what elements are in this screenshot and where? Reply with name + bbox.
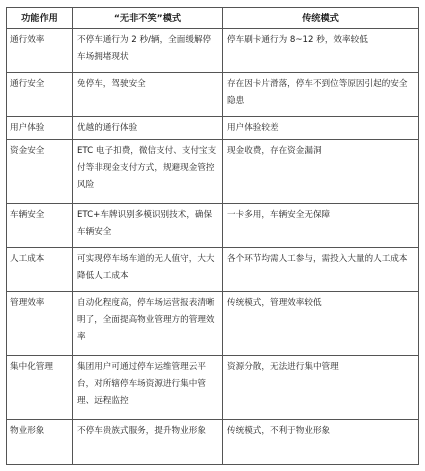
comparison-table (6, 7, 419, 465)
row-function-cell: 用户体验 (7, 116, 73, 139)
row-traditional-cell: 停车刷卡通行为 8~12 秒，效率较低 (223, 29, 419, 73)
row-traditional-cell: 用户体验较差 (223, 116, 419, 139)
table-row (7, 355, 419, 419)
header-new-mode: “无非不笑”模式 (73, 8, 223, 29)
row-function-cell: 物业形象 (7, 420, 73, 465)
header-function: 功能作用 (7, 8, 73, 29)
table-row (7, 291, 419, 355)
row-function-cell: 通行安全 (7, 72, 73, 116)
row-new-mode-cell: 免停车，驾驶安全 (73, 72, 223, 116)
row-traditional-cell: 存在因卡片滑落，停车不到位等原因引起的安全隐患 (223, 72, 419, 116)
row-function-cell: 资金安全 (7, 140, 73, 204)
row-new-mode-cell: 不停车贵族式服务，提升物业形象 (73, 420, 223, 465)
row-new-mode-cell: ETC 电子扣费，微信支付、支付宝支付等非现金支付方式，规避现金管控风险 (73, 140, 223, 204)
table-row (7, 247, 419, 291)
row-traditional-cell: 传统模式，不利于物业形象 (223, 420, 419, 465)
row-traditional-cell: 各个环节均需人工参与，需投入大量的人工成本 (223, 247, 419, 291)
row-function-cell: 车辆安全 (7, 204, 73, 248)
table-header-row (7, 8, 419, 29)
header-traditional-mode: 传统模式 (223, 8, 419, 29)
row-new-mode-cell: 不停车通行为 2 秒/辆，全面缓解停车场拥堵现状 (73, 29, 223, 73)
row-function-cell: 通行效率 (7, 29, 73, 73)
row-function-cell: 集中化管理 (7, 355, 73, 419)
table-row (7, 72, 419, 116)
row-new-mode-cell: 自动化程度高，停车场运营报表清晰明了，全面提高物业管理方的管理效率 (73, 291, 223, 355)
row-traditional-cell: 现金收费，存在资金漏洞 (223, 140, 419, 204)
row-new-mode-cell: 集团用户可通过停车运维管理云平台，对所辖停车场资源进行集中管理、远程监控 (73, 355, 223, 419)
row-function-cell: 管理效率 (7, 291, 73, 355)
row-traditional-cell: 传统模式，管理效率较低 (223, 291, 419, 355)
table-row (7, 29, 419, 73)
row-new-mode-cell: ETC+车牌识别多模识别技术，确保车辆安全 (73, 204, 223, 248)
row-traditional-cell: 一卡多用，车辆安全无保障 (223, 204, 419, 248)
row-traditional-cell: 资源分散，无法进行集中管理 (223, 355, 419, 419)
table-row (7, 204, 419, 248)
row-new-mode-cell: 优越的通行体验 (73, 116, 223, 139)
table-row (7, 116, 419, 139)
row-function-cell: 人工成本 (7, 247, 73, 291)
row-new-mode-cell: 可实现停车场车道的无人值守，大大降低人工成本 (73, 247, 223, 291)
table-row (7, 420, 419, 465)
table-row (7, 140, 419, 204)
comparison-table-container (6, 7, 418, 465)
